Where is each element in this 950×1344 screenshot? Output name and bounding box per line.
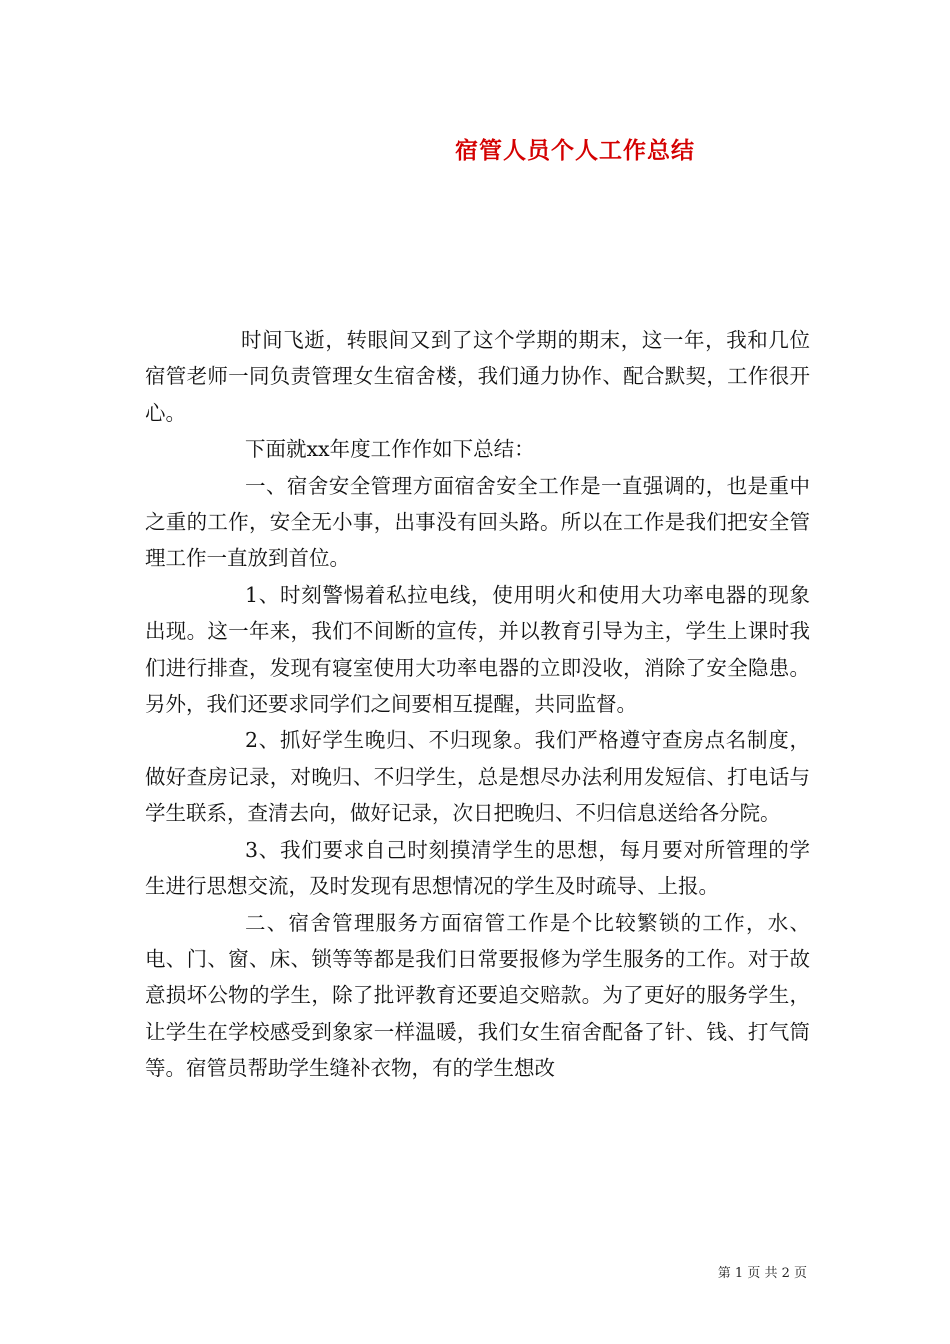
paragraph-item-3: 3、我们要求自己时刻摸清学生的思想，每月要对所管理的学生进行思想交流，及时发现有思想情况的学生及时疏导、上报。 [145, 837, 810, 899]
paragraph-summary-lead: 下面就xx年度工作作如下总结： [245, 437, 535, 462]
paragraph-section-2: 二、宿舍管理服务方面宿管工作是个比较繁锁的工作，水、电、门、窗、床、锁等等都是我们日常要报修为学生服务的工作。对于故意损坏公物的学生，除了批评教育还要追交赔款。为了更好的服务学生，让学生在学校感受到象家一样温暖，我们女生宿舍配备了针、钱、打气筒等。宿管员帮助学生缝补衣物，有的学生想改 [145, 910, 810, 1081]
page-number-footer: 第 1 页 共 2 页 [717, 1266, 807, 1281]
paragraph-section-1: 一、宿舍安全管理方面宿舍安全工作是一直强调的，也是重中之重的工作，安全无小事，出事没有回头路。所以在工作是我们把安全管理工作一直放到首位。 [145, 473, 810, 571]
paragraph-item-1: 1、时刻警惕着私拉电线，使用明火和使用大功率电器的现象出现。这一年来，我们不间断的宣传，并以教育引导为主，学生上课时我们进行排查，发现有寝室使用大功率电器的立即没收，消除了安全隐患。另外，我们还要求同学们之间要相互提醒，共同监督。 [145, 582, 810, 717]
document-title: 宿管人员个人工作总结 [455, 137, 695, 164]
document-body [145, 322, 810, 1087]
paragraph-intro: 时间飞逝，转眼间又到了这个学期的期末，这一年，我和几位宿管老师一同负责管理女生宿舍楼，我们通力协作、配合默契，工作很开心。 [145, 328, 810, 425]
paragraph-item-2: 2、抓好学生晚归、不归现象。我们严格遵守查房点名制度，做好查房记录，对晚归、不归学生，总是想尽办法利用发短信、打电话与学生联系，查清去向，做好记录，次日把晚归、不归信息送给各分院。 [145, 728, 810, 826]
